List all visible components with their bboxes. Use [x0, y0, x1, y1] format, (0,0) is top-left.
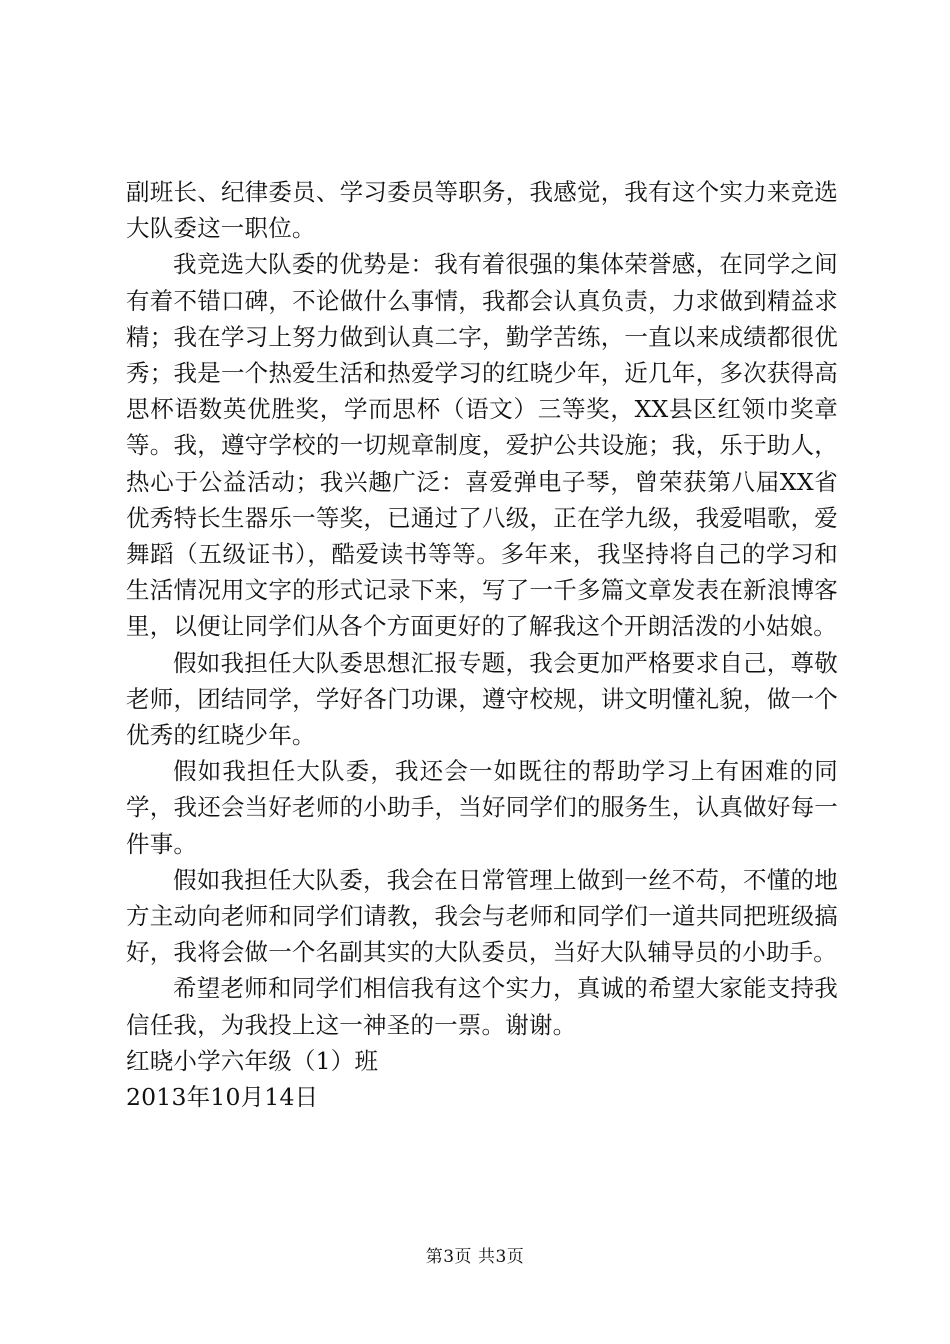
paragraph-promise-1: 假如我担任大队委思想汇报专题，我会更加严格要求自己，尊敬老师，团结同学，学好各门功课，遵守校规，讲文明懂礼貌，做一个优秀的红晓少年。	[126, 648, 838, 750]
paragraph-closing: 希望老师和同学们相信我有这个实力，真诚的希望大家能支持我信任我，为我投上这一神圣的一票。谢谢。	[126, 974, 838, 1039]
document-body	[126, 174, 838, 1115]
paragraph-continuation: 副班长、纪律委员、学习委员等职务，我感觉，我有这个实力来竞选大队委这一职位。	[126, 178, 838, 243]
page-footer: 第3页 共3页	[425, 1247, 525, 1267]
signature-date: 2013年10月14日	[126, 1083, 319, 1112]
paragraph-promise-2: 假如我担任大队委，我还会一如既往的帮助学习上有困难的同学，我还会当好老师的小助手，当好同学们的服务生，认真做好每一件事。	[126, 757, 838, 858]
signature-class: 红晓小学六年级（1）班	[126, 1046, 379, 1075]
paragraph-promise-3: 假如我担任大队委，我会在日常管理上做到一丝不苟，不懂的地方主动向老师和同学们请教，我会与老师和同学们一道共同把班级搞好，我将会做一个名副其实的大队委员，当好大队辅导员的小助手。	[126, 865, 838, 967]
paragraph-advantages: 我竞选大队委的优势是：我有着很强的集体荣誉感，在同学之间有着不错口碑，不论做什么事情，我都会认真负责，力求做到精益求精；我在学习上努力做到认真二字，勤学苦练，一直以来成绩都很优秀；我是一个热爱生活和热爱学习的红晓少年，近几年，多次获得高思杯语数英优胜奖，学而思杯（语文）三等奖，XX县区红领巾奖章等。我，遵守学校的一切规章制度，爱护公共设施；我，乐于助人，热心于公益活动；我兴趣广泛：喜爱弹电子琴，曾荣获第八届XX省优秀特长生器乐一等奖，已通过了八级，正在学九级，我爱唱歌，爱舞蹈（五级证书），酷爱读书等等。多年来，我坚持将自己的学习和生活情况用文字的形式记录下来，写了一千多篇文章发表在新浪博客里，以便让同学们从各个方面更好的了解我这个开朗活泼的小姑娘。	[126, 250, 838, 641]
